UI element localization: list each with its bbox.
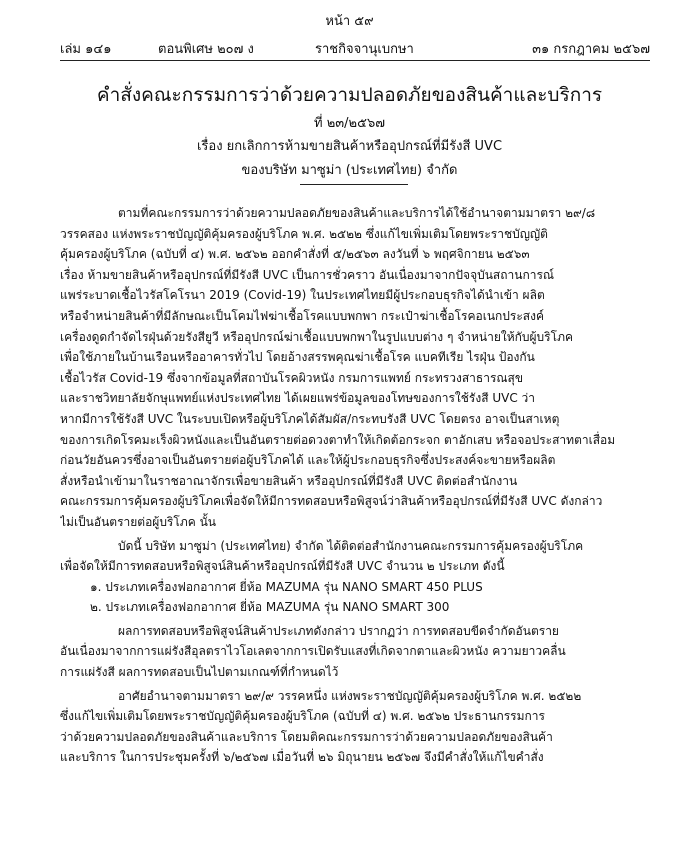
paragraph-1-line: หรือจำหน่ายสินค้าที่มีลักษณะเป็นโคมไฟฆ่าเชื้อโรคแบบพกพา กระเป๋าฆ่าเชื้อโรคอเนกประสงค์ [60, 308, 545, 323]
paragraph-1-line: ไม่เป็นอันตรายต่อผู้บริโภค นั้น [60, 514, 216, 529]
order-number: ที่ ๒๓/๒๕๖๗ [314, 116, 385, 131]
paragraph-1-line: เครื่องดูดกำจัดไรฝุ่นด้วยรังสียูวี หรืออุปกรณ์ฆ่าเชื้อแบบพกพาในรูปแบบต่าง ๆ จำหน่ายให้กับผู้บริโภค [60, 329, 574, 344]
header-divider [60, 60, 650, 61]
order-company: ของบริษัท มาซูม่า (ประเทศไทย) จำกัด [241, 163, 458, 178]
paragraph-1-line: ก่อนวัยอันควรซึ่งอาจเป็นอันตรายต่อผู้บริโภคได้ และให้ผู้ประกอบธุรกิจซึ่งประสงค์จะขายหรือผลิต [60, 453, 556, 468]
paragraph-4-line: ว่าด้วยความปลอดภัยของสินค้าและบริการ โดยมติคณะกรรมการว่าด้วยความปลอดภัยของสินค้า [60, 729, 553, 744]
paragraph-1-line: เพื่อใช้ภายในบ้านเรือนหรืออาคารทั่วไป โดยอ้างสรรพคุณฆ่าเชื้อโรค แบคทีเรีย ไรฝุ่น ป้องกัน [60, 350, 535, 365]
paragraph-2-line: เพื่อจัดให้มีการทดสอบหรือพิสูจน์สินค้าหรืออุปกรณ์ที่มีรังสี UVC จำนวน ๒ ประเภท ดังนี้ [60, 559, 505, 574]
paragraph-1-line: คณะกรรมการคุ้มครองผู้บริโภคเพื่อจัดให้มีการทดสอบหรือพิสูจน์ว่าสินค้าหรืออุปกรณ์ที่มีรังสี UVC ดังกล่าว [60, 494, 603, 509]
gazette-name: ราชกิจจานุเบกษา [315, 42, 414, 57]
paragraph-3-line: การแผ่รังสี ผลการทดสอบเป็นไปตามเกณฑ์ที่กำหนดไว้ [60, 665, 339, 680]
paragraph-1-line: สั่งหรือนำเข้ามาในราชอาณาจักรเพื่อขายสินค้า หรืออุปกรณ์ที่มีรังสี UVC ติดต่อสำนักงาน [60, 473, 518, 488]
paragraph-4-line: อาศัยอำนาจตามมาตรา ๒๙/๙ วรรคหนึ่ง แห่งพระราชบัญญัติคุ้มครองผู้บริโภค พ.ศ. ๒๕๒๒ [118, 688, 582, 703]
paragraph-1-line: เรื่อง ห้ามขายสินค้าหรืออุปกรณ์ที่มีรังสี UVC เป็นการชั่วคราว อันเนื่องมาจากปัจจุบันสถานการณ์ [60, 267, 555, 282]
order-subject: เรื่อง ยกเลิกการห้ามขายสินค้าหรืออุปกรณ์ที่มีรังสี UVC [196, 139, 503, 154]
paragraph-1-line: วรรคสอง แห่งพระราชบัญญัติคุ้มครองผู้บริโภค พ.ศ. ๒๕๒๒ ซึ่งแก้ไขเพิ่มเติมโดยพระราชบัญญัติ [60, 226, 548, 241]
page-number: หน้า ๕๙ [325, 14, 374, 29]
paragraph-3-line: ผลการทดสอบหรือพิสูจน์สินค้าประเภทดังกล่าว ปรากฏว่า การทดสอบขีดจำกัดอันตราย [118, 623, 559, 638]
paragraph-3-line: อันเนื่องมาจากการแผ่รังสีอุลตราไวโอเลตจากการเปิดรับแสงที่เกิดจากตาและผิวหนัง ความยาวคลื่น [60, 644, 566, 659]
publication-date: ๓๑ กรกฎาคม ๒๕๖๗ [532, 42, 650, 57]
order-body [60, 203, 652, 768]
product-item: ๑. ประเภทเครื่องฟอกอากาศ ยี่ห้อ MAZUMA รุ่น NANO SMART 450 PLUS [90, 579, 483, 594]
paragraph-4-line: ซึ่งแก้ไขเพิ่มเติมโดยพระราชบัญญัติคุ้มครองผู้บริโภค (ฉบับที่ ๔) พ.ศ. ๒๕๖๒ ประธานกรรมการ [60, 709, 545, 724]
paragraph-2-line: บัดนี้ บริษัท มาซูม่า (ประเทศไทย) จำกัด ได้ติดต่อสำนักงานคณะกรรมการคุ้มครองผู้บริโภค [118, 538, 584, 553]
gazette-header [60, 38, 650, 56]
paragraph-4-line: และบริการ ในการประชุมครั้งที่ ๖/๒๕๖๗ เมื่อวันที่ ๒๖ มิถุนายน ๒๕๖๗ จึงมีคำสั่งให้แก้ไขคำสั่ง [60, 750, 544, 765]
paragraph-1-line: คุ้มครองผู้บริโภค (ฉบับที่ ๔) พ.ศ. ๒๕๖๒ ออกคำสั่งที่ ๕/๒๕๖๓ ลงวันที่ ๖ พฤศจิกายน ๒๕๖๓ [60, 247, 530, 262]
paragraph-1-line: เชื้อไวรัส Covid-19 ซึ่งจากข้อมูลที่สถาบันโรคผิวหนัง กรมการแพทย์ กระทรวงสาธารณสุข [60, 370, 524, 385]
paragraph-1-line: ของการเกิดโรคมะเร็งผิวหนังและเป็นอันตรายต่อดวงตาทำให้เกิดต้อกระจก ตาอักเสบ หรือจอประสาทตาเสื่อม [60, 432, 616, 447]
paragraph-1-line: หากมีการใช้รังสี UVC ในระบบเปิดหรือผู้บริโภคได้สัมผัส/กระทบรังสี UVC โดยตรง อาจเป็นสาเหตุ [60, 411, 560, 426]
section-label: ตอนพิเศษ ๒๐๗ ง [158, 42, 254, 57]
paragraph-1-line: ตามที่คณะกรรมการว่าด้วยความปลอดภัยของสินค้าและบริการได้ใช้อำนาจตามมาตรา ๒๙/๘ [118, 206, 596, 220]
volume-label: เล่ม ๑๔๑ [60, 42, 112, 57]
order-title: คำสั่งคณะกรรมการว่าด้วยความปลอดภัยของสินค้าและบริการ [96, 84, 603, 106]
paragraph-1-line: และราชวิทยาลัยจักษุแพทย์แห่งประเทศไทย ได้เผยแพร่ข้อมูลของโทษของการใช้รังสี UVC ว่า [60, 391, 536, 406]
paragraph-1-line: แพร่ระบาดเชื้อไวรัสโคโรนา 2019 (Covid-19) ในประเทศไทยมีผู้ประกอบธุรกิจได้นำเข้า ผลิต [60, 288, 545, 303]
product-item: ๒. ประเภทเครื่องฟอกอากาศ ยี่ห้อ MAZUMA รุ่น NANO SMART 300 [90, 600, 450, 615]
title-divider [300, 184, 408, 185]
